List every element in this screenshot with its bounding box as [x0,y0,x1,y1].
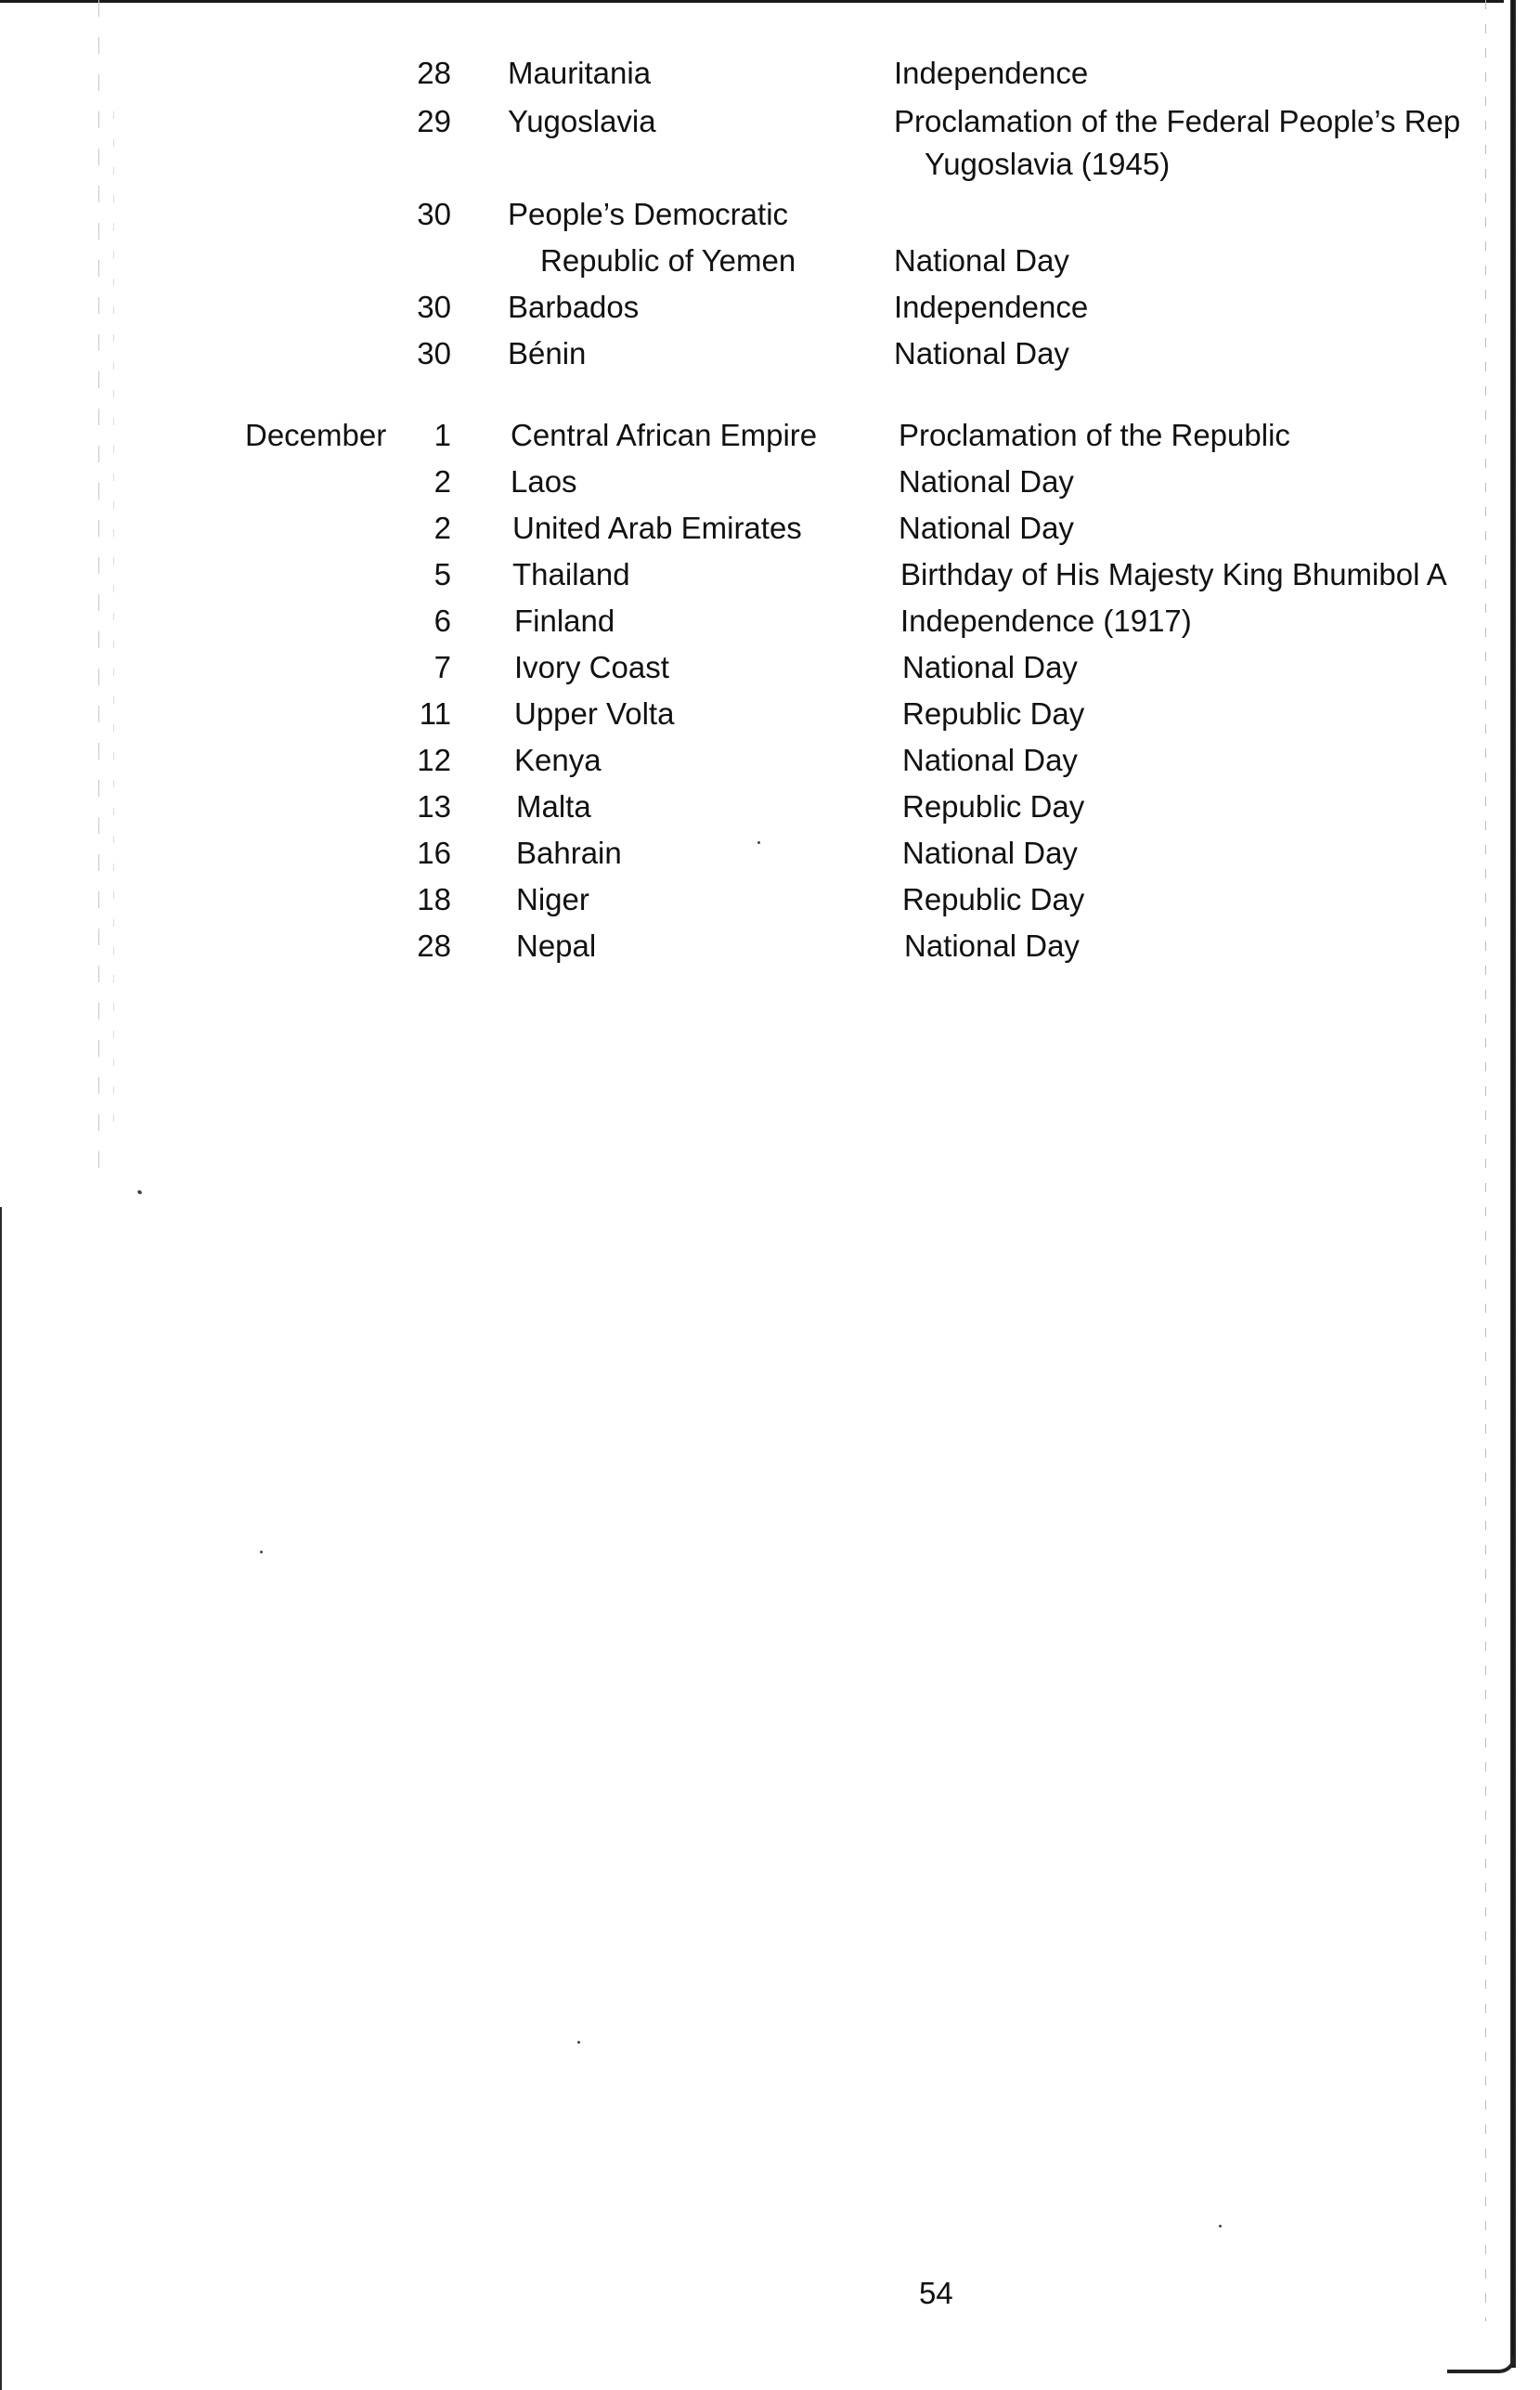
day-number: 5 [434,557,451,591]
country-name: Kenya [514,743,602,777]
event-name: Independence (1917) [900,604,1192,638]
event-name: Independence [894,56,1089,90]
country-name-continuation: Republic of Yemen [540,243,796,278]
country-name: Ivory Coast [514,650,669,684]
country-name: Niger [516,882,589,916]
event-name: National Day [902,743,1078,777]
country-name: Laos [511,464,577,499]
country-name: Central African Empire [511,418,818,452]
event-name: Proclamation of the Federal People’s Rep [894,104,1461,138]
page-number: 54 [919,2276,953,2310]
event-name: National Day [904,929,1080,963]
day-number: 18 [417,882,451,916]
day-number: 2 [434,511,451,545]
day-number: 1 [434,418,451,452]
event-name: Proclamation of the Republic [899,418,1290,452]
country-name: People’s Democratic [508,197,789,231]
day-number: 28 [417,929,451,963]
day-number: 2 [434,464,451,499]
day-number: 30 [417,197,451,231]
country-name: Malta [516,789,591,824]
event-name: National Day [902,650,1078,684]
country-name: United Arab Emirates [512,511,802,545]
day-number: 11 [419,696,451,731]
country-name: Nepal [516,929,597,963]
country-name: Mauritania [508,56,652,90]
event-name: Republic Day [902,696,1085,731]
day-number: 13 [417,789,451,824]
event-name-continuation: Yugoslavia (1945) [925,147,1171,181]
country-name: Yugoslavia [508,104,656,138]
event-name: National Day [899,511,1074,545]
day-number: 6 [434,604,451,638]
day-number: 29 [417,104,451,138]
day-number: 30 [417,336,451,370]
day-number: 28 [417,56,451,90]
day-number: 7 [434,650,451,684]
event-name: Republic Day [902,789,1085,824]
event-name: National Day [899,464,1074,499]
country-name: Finland [514,604,615,638]
day-number: 12 [417,743,451,777]
event-name: Republic Day [902,882,1085,916]
event-name: Independence [894,290,1089,324]
event-name: National Day [902,836,1078,870]
day-number: 30 [417,290,451,324]
event-name: Birthday of His Majesty King Bhumibol A [900,557,1447,591]
country-name: Thailand [512,557,630,591]
day-number: 16 [417,836,451,870]
country-name: Barbados [508,290,640,324]
event-name: National Day [894,243,1069,278]
country-name: Upper Volta [514,696,675,731]
country-name: Bahrain [516,836,622,870]
country-name: Bénin [508,336,587,370]
event-name: National Day [894,336,1069,370]
right-binding-edge [1510,0,1516,2368]
month-heading: December [245,418,387,452]
